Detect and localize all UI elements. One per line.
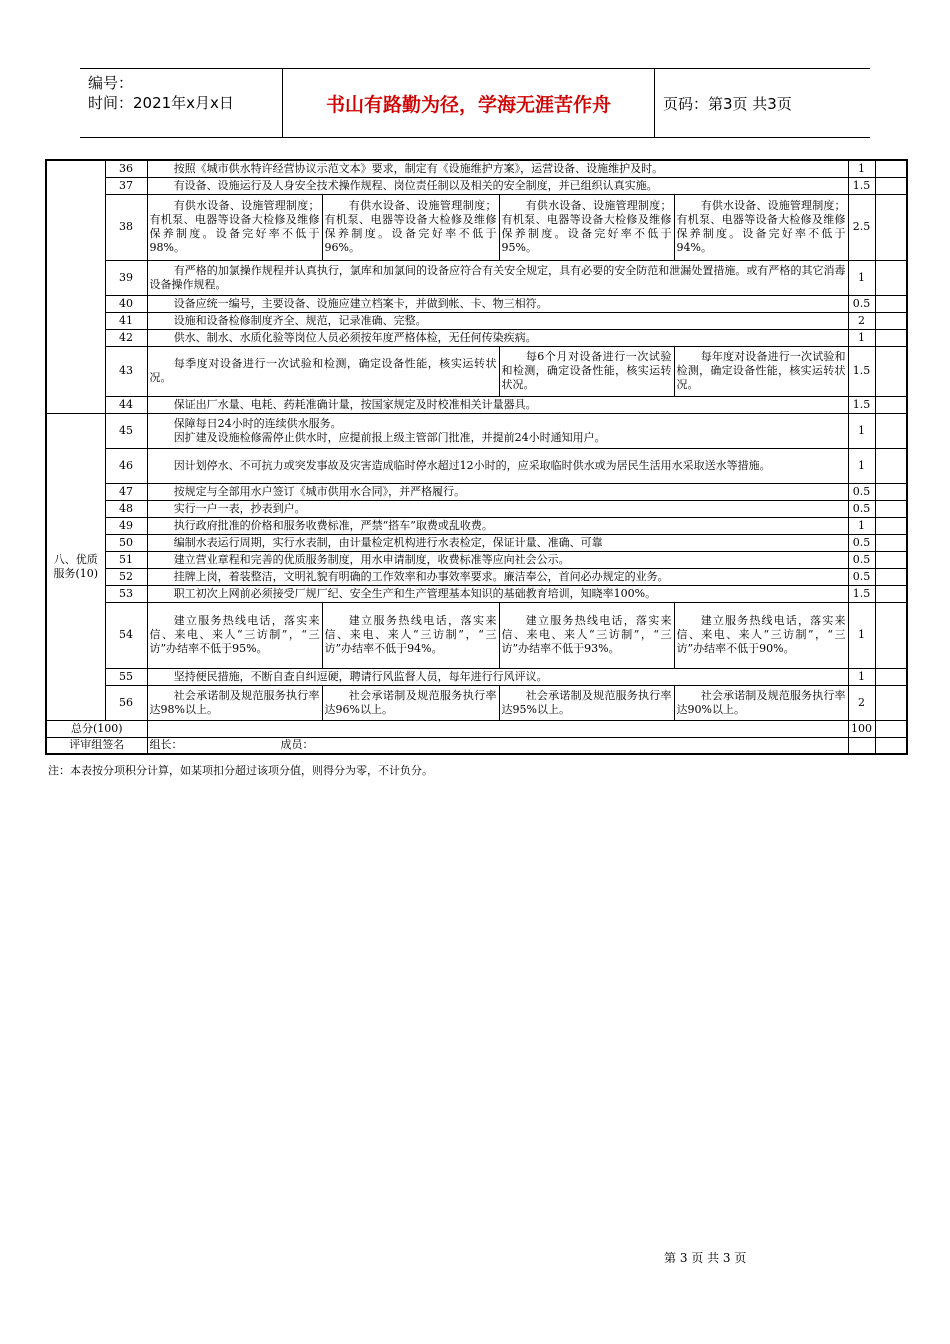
row-level-2: 有供水设备、设施管理制度；有机泵、电器等设备大检修及维修保养制度。设备完好率不低于96%。 [322,194,499,260]
row-text: 按照《城市供水特许经营协议示范文本》要求，制定有《设施维护方案》，运营设备、设施维护及时。 [147,160,848,177]
row-number: 37 [105,177,147,194]
sign-label: 评审组签名 [46,737,147,754]
row-score: 1 [848,668,875,685]
table-row [46,295,907,312]
members-label: 成员： [280,738,314,752]
row-score: 0.5 [848,295,875,312]
row-score: 1.5 [848,177,875,194]
section-cell-service: 八、优质服务(10) [46,413,105,720]
row-level-3: 建立服务热线电话，落实来信、来电、来人“三访制”，“三访”办结率不低于93%。 [499,602,674,668]
row-score: 2 [848,685,875,720]
row-number: 51 [105,551,147,568]
time-label: 时间：2021年x月x日 [88,94,234,112]
row-text: 建立营业章程和完善的优质服务制度，用水申请制度，收费标准等应向社会公示。 [147,551,848,568]
row-number: 36 [105,160,147,177]
table-row [46,551,907,568]
row-deduction [875,585,907,602]
row-score: 0.5 [848,551,875,568]
row-score: 2.5 [848,194,875,260]
row-deduction [875,448,907,483]
row-deduction [875,568,907,585]
row-text: 职工初次上网前必须接受厂规厂纪、安全生产和生产管理基本知识的基础教育培训，知晓率100%。 [147,585,848,602]
row-level-2: 社会承诺制及规范服务执行率达96%以上。 [322,685,499,720]
row-deduction [875,346,907,396]
row-number: 43 [105,346,147,396]
page-label: 页码：第3页 共3页 [663,94,792,113]
row-level-2: 建立服务热线电话，落实来信、来电、来人“三访制”，“三访”办结率不低于94%。 [322,602,499,668]
section-cell-equipment [46,160,105,413]
row-text: 实行一户一表，抄表到户。 [147,500,848,517]
row-level-1: 建立服务热线电话，落实来信、来电、来人“三访制”，“三访”办结率不低于95%。 [147,602,322,668]
row-text: 编制水表运行周期，实行水表制，由计量检定机构进行水表检定，保证计量、准确、可靠 [147,534,848,551]
total-row [46,720,907,737]
table-row [46,668,907,685]
row-text: 执行政府批准的价格和服务收费标准，严禁“搭车”取费或乱收费。 [147,517,848,534]
row-number: 46 [105,448,147,483]
row-number: 53 [105,585,147,602]
table-row [46,568,907,585]
row-score: 2 [848,312,875,329]
row-number: 55 [105,668,147,685]
row-score: 1.5 [848,396,875,413]
row-number: 39 [105,260,147,295]
row-deduction [875,329,907,346]
row-score: 1 [848,448,875,483]
table-row [46,413,907,448]
table-row [46,585,907,602]
row-text: 挂牌上岗，着装整洁，文明礼貌有明确的工作效率和办事效率要求。廉洁奉公，首问必办规定的业务。 [147,568,848,585]
evaluation-table [45,159,908,755]
row-number: 45 [105,413,147,448]
table-row [46,396,907,413]
row-text: 有严格的加氯操作规程并认真执行，氯库和加氯间的设备应符合有关安全规定，具有必要的安全防范和泄漏处置措施。或有严格的其它消毒设备操作规程。 [147,260,848,295]
row-level-4: 有供水设备、设施管理制度；有机泵、电器等设备大检修及维修保养制度。设备完好率不低于94%。 [674,194,848,260]
row-deduction [875,500,907,517]
table-row [46,534,907,551]
row-number: 48 [105,500,147,517]
row-number: 54 [105,602,147,668]
sign-fields [147,737,848,754]
row-level-4: 社会承诺制及规范服务执行率达90%以上。 [674,685,848,720]
row-number: 47 [105,483,147,500]
row-text: 按规定与全部用水户签订《城市供用水合同》，并严格履行。 [147,483,848,500]
table-row [46,500,907,517]
row-deduction [875,177,907,194]
table-row [46,483,907,500]
row-number: 40 [105,295,147,312]
table-row [46,312,907,329]
row-text-line-1: 保障每日24小时的连续供水服务。 [173,416,342,430]
row-level-3: 有供水设备、设施管理制度；有机泵、电器等设备大检修及维修保养制度。设备完好率不低于95%。 [499,194,674,260]
row-text: 设备应统一编号，主要设备、设施应建立档案卡，并做到帐、卡、物三相符。 [147,295,848,312]
header-meta [80,69,283,137]
row-text: 有设备、设施运行及人身安全技术操作规程、岗位责任制以及相关的安全制度，并已组织认真实施。 [147,177,848,194]
row-level-3: 每年度对设备进行一次试验和检测，确定设备性能，核实运转状况。 [674,346,848,396]
row-text-line-2: 因扩建及设施检修需停止供水时，应提前报上级主管部门批准，并提前24小时通知用户。 [173,430,606,444]
row-level-3: 社会承诺制及规范服务执行率达95%以上。 [499,685,674,720]
row-deduction [875,534,907,551]
table-row [46,517,907,534]
row-number: 56 [105,685,147,720]
row-deduction [875,551,907,568]
row-deduction [875,260,907,295]
row-level-1: 有供水设备、设施管理制度；有机泵、电器等设备大检修及维修保养制度。设备完好率不低于98%。 [147,194,322,260]
row-level-1: 社会承诺制及规范服务执行率达98%以上。 [147,685,322,720]
row-score: 1 [848,413,875,448]
row-text: 坚持便民措施，不断自查自纠逗硬，聘请行风监督人员，每年进行行风评议。 [147,668,848,685]
leader-label: 组长： [149,738,183,752]
row-deduction [875,312,907,329]
row-number: 50 [105,534,147,551]
row-text: 因计划停水、不可抗力或突发事故及灾害造成临时停水超过12小时的，应采取临时供水或为居民生活用水采取送水等措施。 [147,448,848,483]
row-score: 0.5 [848,568,875,585]
sign-row [46,737,907,754]
row-deduction [875,413,907,448]
table-note: 注：本表按分项积分计算，如某项扣分超过该项分值，则得分为零，不计负分。 [48,764,433,777]
row-deduction [875,602,907,668]
table-row [46,602,907,668]
total-label: 总分(100) [46,720,147,737]
row-text: 设施和设备检修制度齐全、规范，记录准确、完整。 [147,312,848,329]
table-row [46,194,907,260]
row-score: 1 [848,602,875,668]
total-score: 100 [848,720,875,737]
row-number: 42 [105,329,147,346]
row-score: 1 [848,517,875,534]
table-row [46,177,907,194]
sign-blank-1 [848,737,875,754]
row-number: 41 [105,312,147,329]
row-deduction [875,295,907,312]
table-row [46,160,907,177]
row-score: 0.5 [848,534,875,551]
row-level-1: 每季度对设备进行一次试验和检测，确定设备性能，核实运转状况。 [147,346,499,396]
row-deduction [875,194,907,260]
row-number: 49 [105,517,147,534]
row-deduction [875,160,907,177]
row-deduction [875,396,907,413]
row-level-2: 每6个月对设备进行一次试验和检测，确定设备性能，核实运转状况。 [499,346,674,396]
row-number: 44 [105,396,147,413]
row-score: 1.5 [848,585,875,602]
table-row [46,329,907,346]
page-header [80,68,870,138]
row-deduction [875,685,907,720]
table-row [46,685,907,720]
row-text: 保证出厂水量、电耗、药耗准确计量，按国家规定及时校准相关计量器具。 [147,396,848,413]
row-text [147,413,848,448]
total-deduction [875,720,907,737]
page-footer: 第 3 页 共 3 页 [664,1251,747,1265]
sign-blank-2 [875,737,907,754]
row-number: 38 [105,194,147,260]
row-deduction [875,517,907,534]
row-score: 1 [848,160,875,177]
row-score: 0.5 [848,500,875,517]
row-deduction [875,668,907,685]
row-score: 0.5 [848,483,875,500]
row-score: 1 [848,329,875,346]
table-row [46,260,907,295]
row-score: 1 [848,260,875,295]
row-level-4: 建立服务热线电话，落实来信、来电、来人“三访制”，“三访”办结率不低于90%。 [674,602,848,668]
row-text: 供水、制水、水质化验等岗位人员必须按年度严格体检，无任何传染疾病。 [147,329,848,346]
row-number: 52 [105,568,147,585]
row-deduction [875,483,907,500]
total-blank [147,720,848,737]
motto: 书山有路勤为径，学海无涯苦作舟 [283,69,655,137]
row-score: 1.5 [848,346,875,396]
table-row [46,346,907,396]
code-label: 编号： [88,74,134,92]
table-row [46,448,907,483]
